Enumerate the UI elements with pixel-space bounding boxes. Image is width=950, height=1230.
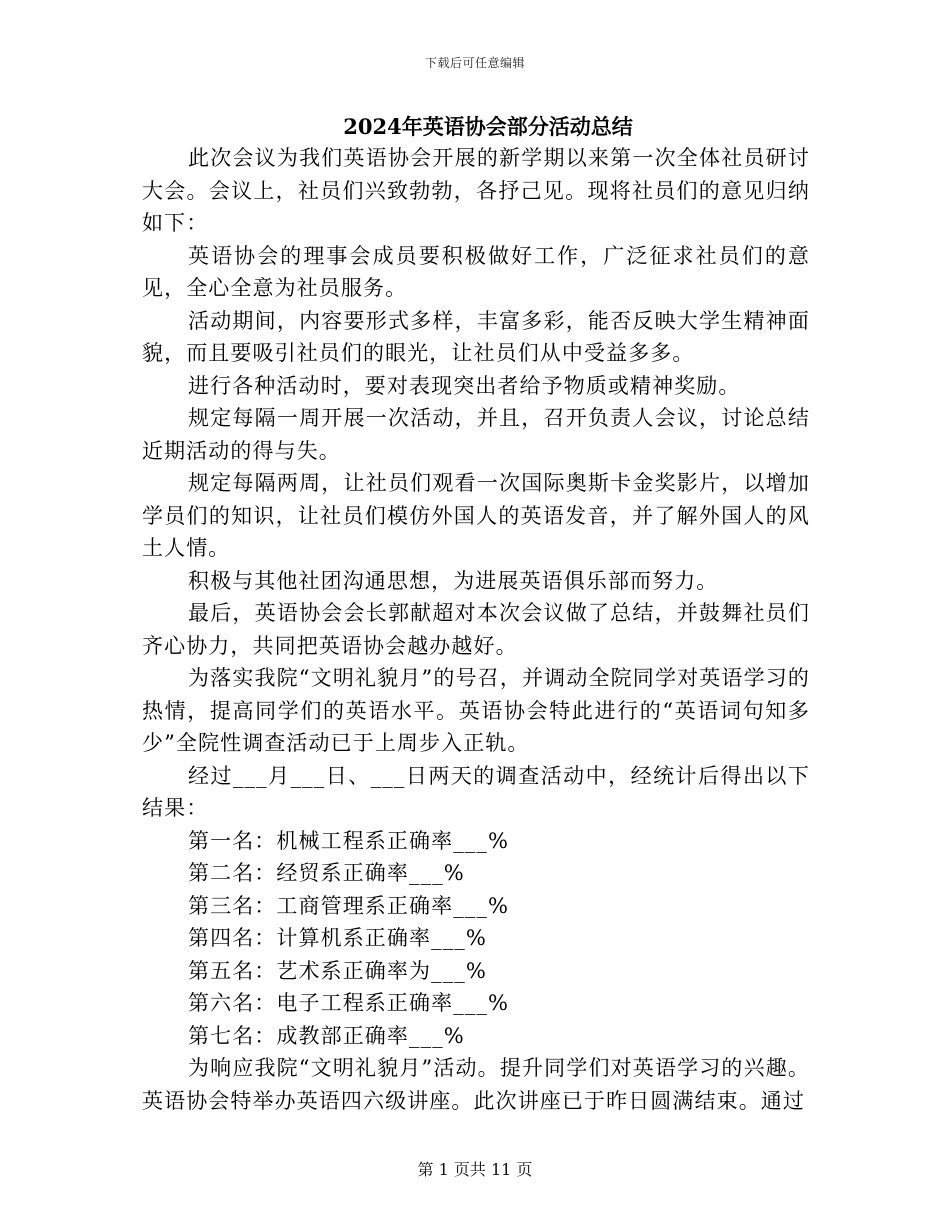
ranking-item: 第五名：艺术系正确率为___% [188,958,487,983]
paragraph: 此次会议为我们英语协会开展的新学期以来第一次全体社员研讨大会。会议上，社员们兴致勃勃，各抒己见。现将社员们的意见归纳如下： [142,146,810,235]
paragraph: 积极与其他社团沟通思想，为进展英语俱乐部而努力。 [188,568,719,593]
document-body [142,112,810,1117]
ranking-item: 第七名：成教部正确率___% [188,1023,465,1048]
paragraph: 英语协会的理事会成员要积极做好工作，广泛征求社员们的意见，全心全意为社员服务。 [142,243,810,300]
paragraph: 经过___月___日、___日两天的调查活动中，经统计后得出以下结果： [142,763,810,820]
ranking-item: 第六名：电子工程系正确率___% [188,991,510,1015]
ranking-item: 第一名：机械工程系正确率___% [188,828,510,853]
page-header-note: 下载后可任意编辑 [424,56,525,70]
ranking-item: 第二名：经贸系正确率___% [188,861,465,885]
paragraph: 进行各种活动时，要对表现突出者给予物质或精神奖励。 [188,373,741,398]
paragraph: 为落实我院“文明礼貌月”的号召，并调动全院同学对英语学习的热情，提高同学们的英语水平。英语协会特此进行的“英语词句知多少”全院性调查活动已于上周步入正轨。 [142,666,810,755]
paragraph: 规定每隔一周开展一次活动，并且，召开负责人会议，讨论总结近期活动的得与失。 [142,406,810,463]
ranking-item: 第四名：计算机系正确率___% [188,926,487,950]
paragraph: 规定每隔两周，让社员们观看一次国际奥斯卡金奖影片，以增加学员们的知识，让社员们模仿外国人的英语发音，并了解外国人的风土人情。 [142,471,810,560]
page-number: 第 1 页共 11 页 [417,1160,533,1179]
ranking-item: 第三名：工商管理系正确率___% [188,893,510,918]
paragraph: 为响应我院“文明礼貌月”活动。提升同学们对英语学习的兴趣。英语协会特举办英语四六级讲座。此次讲座已于昨日圆满结束。通过 [142,1056,810,1113]
paragraph: 活动期间，内容要形式多样，丰富多彩，能否反映大学生精神面貌，而且要吸引社员们的眼光，让社员们从中受益多多。 [142,308,810,365]
paragraph: 最后，英语协会会长郭献超对本次会议做了总结，并鼓舞社员们齐心协力，共同把英语协会越办越好。 [142,601,810,658]
document-title: 2024年英语协会部分活动总结 [343,114,633,139]
